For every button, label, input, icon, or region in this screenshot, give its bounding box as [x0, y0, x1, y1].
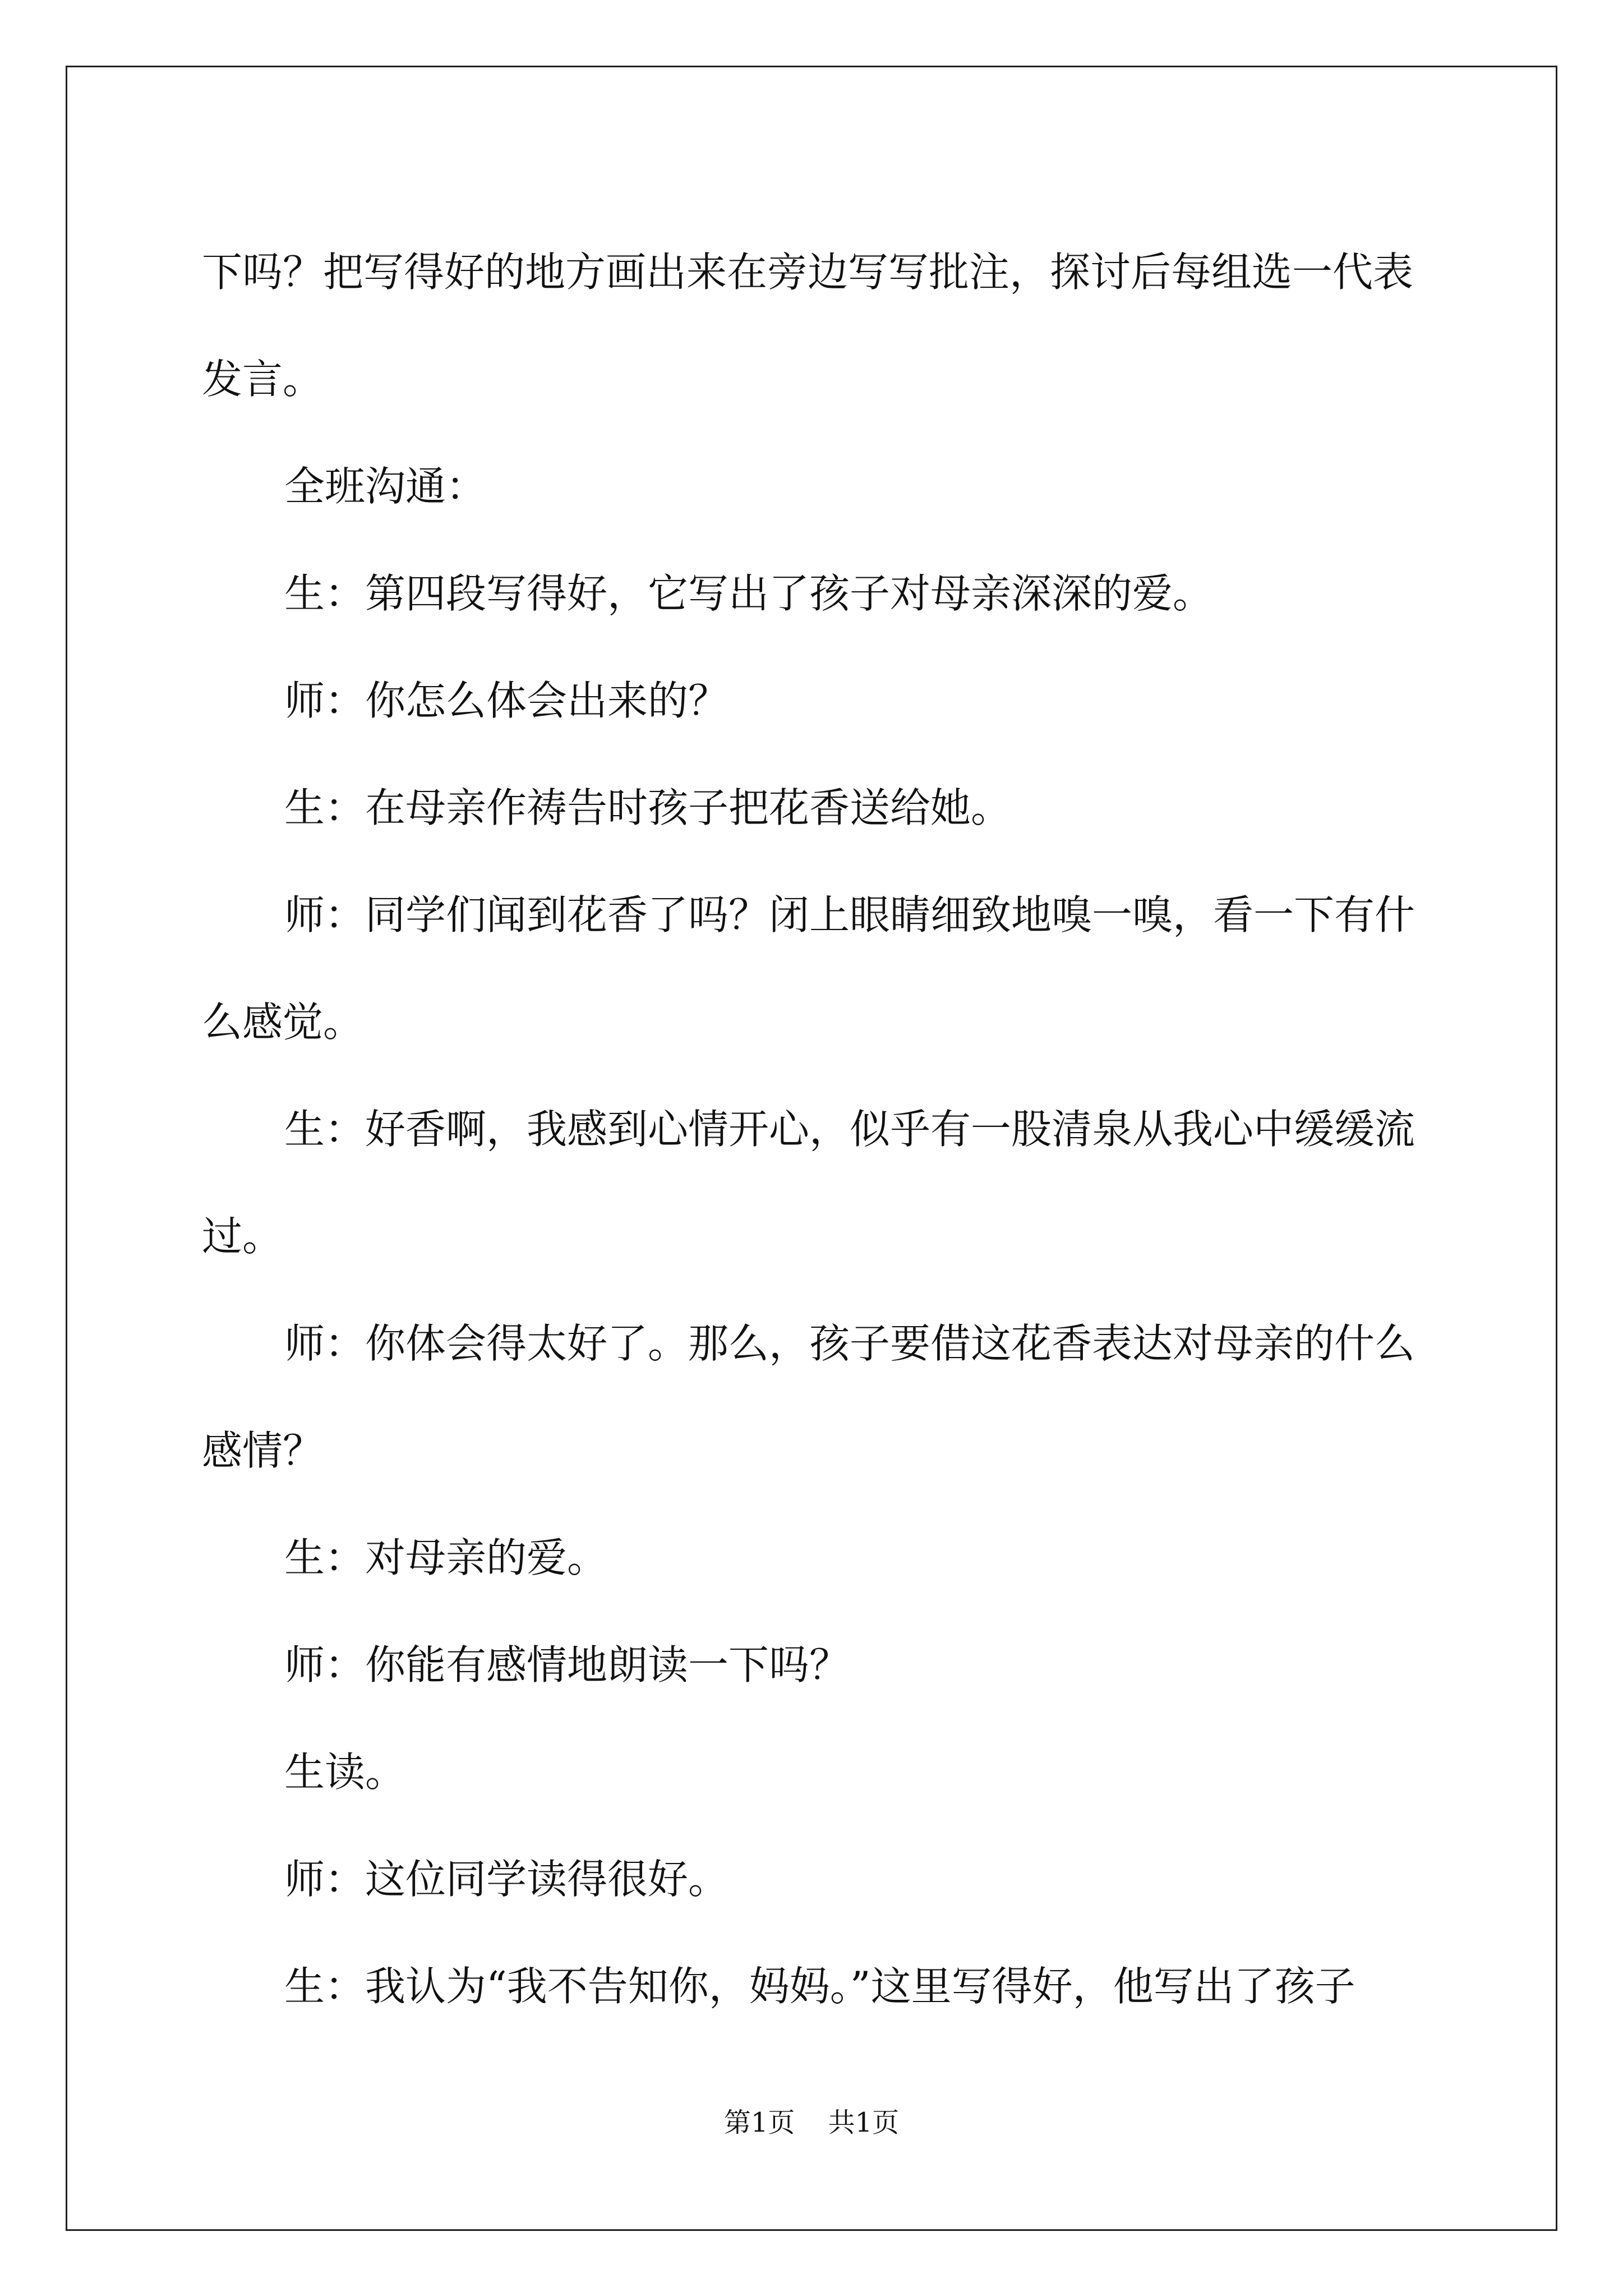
paragraph-9: 生：对母亲的爱。 — [284, 1534, 608, 1581]
page-number-current: 第1页 — [723, 2107, 795, 2138]
page-footer — [0, 2101, 1623, 2139]
page-number-total: 共1页 — [828, 2107, 900, 2138]
paragraph-7: 生：好香啊，我感到心情开心，似乎有一股清泉从我心中缓缓流过。 — [202, 1106, 1415, 1260]
paragraph-4: 师：你怎么体会出来的？ — [284, 677, 729, 724]
paragraph-2: 全班沟通： — [284, 463, 487, 510]
paragraph-13: 生：我认为“我不告知你，妈妈。”这里写得好，他写出了孩子 — [284, 1963, 1355, 2010]
document-body — [202, 219, 1422, 2040]
paragraph-8: 师：你体会得太好了。那么，孩子要借这花香表达对母亲的什么感情？ — [202, 1320, 1415, 1474]
paragraph-11: 生读。 — [284, 1749, 406, 1796]
paragraph-5: 生：在母亲作祷告时孩子把花香送给她。 — [284, 784, 1012, 831]
paragraph-3: 生：第四段写得好，它写出了孩子对母亲深深的爱。 — [284, 570, 1214, 617]
paragraph-10: 师：你能有感情地朗读一下吗？ — [284, 1641, 850, 1688]
paragraph-12: 师：这位同学读得很好。 — [284, 1856, 729, 1903]
paragraph-6: 师：同学们闻到花香了吗？闭上眼睛细致地嗅一嗅，看一下有什么感觉。 — [202, 891, 1415, 1046]
paragraph-1: 下吗？把写得好的地方画出来在旁边写写批注，探讨后每组选一代表发言。 — [202, 249, 1414, 403]
